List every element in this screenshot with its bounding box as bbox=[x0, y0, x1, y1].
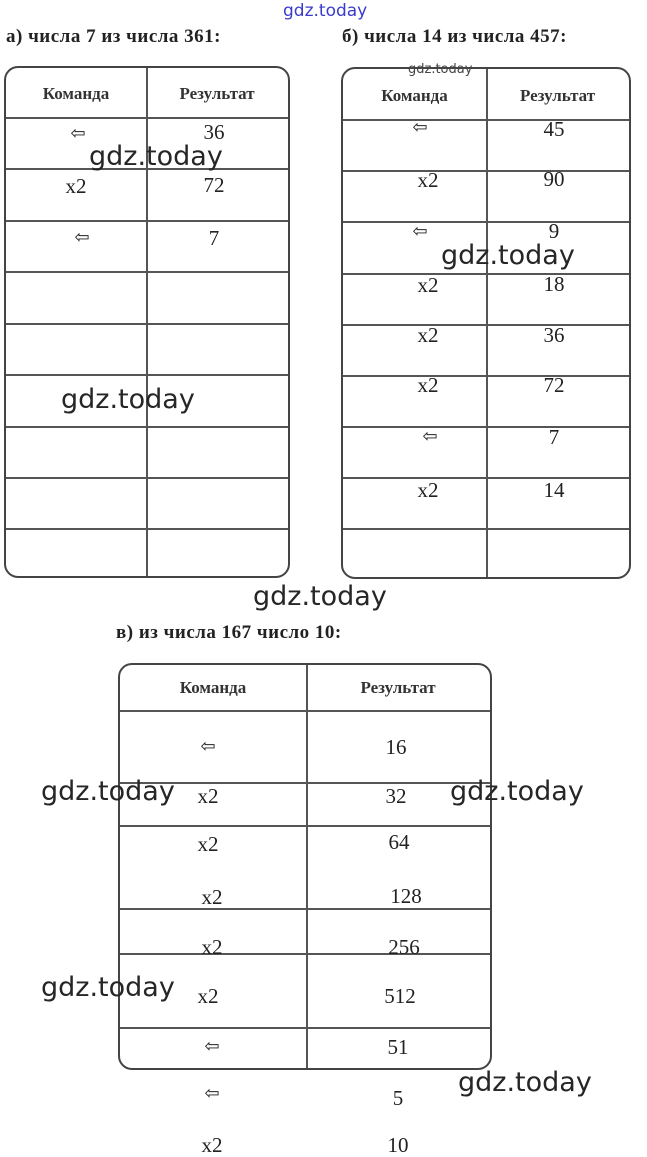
cell-c-cmd-7: ⇦ bbox=[204, 1036, 220, 1057]
cell-b-cmd-6: x2 bbox=[417, 373, 439, 397]
cell-b-cmd-8: x2 bbox=[417, 478, 439, 502]
cell-c-res-6: 512 bbox=[384, 984, 416, 1008]
header-result: Результат bbox=[519, 86, 596, 105]
cell-c-cmd-9: x2 bbox=[201, 1133, 223, 1157]
header-command: Команда bbox=[42, 84, 110, 103]
cell-c-cmd-6: x2 bbox=[197, 984, 219, 1008]
cell-b-cmd-3: ⇦ bbox=[412, 221, 428, 242]
cell-b-res-1: 45 bbox=[543, 117, 565, 141]
cell-c-res-1: 16 bbox=[385, 735, 407, 759]
watermark-top: gdz.today bbox=[283, 1, 368, 21]
cell-c-res-7: 51 bbox=[387, 1035, 409, 1059]
cell-b-res-3: 9 bbox=[548, 219, 560, 243]
cell-b-cmd-1: ⇦ bbox=[412, 117, 428, 138]
cell-a-res-1: 36 bbox=[203, 120, 225, 144]
cell-c-cmd-5: x2 bbox=[201, 935, 223, 959]
cell-b-res-7: 7 bbox=[548, 425, 560, 449]
watermark: gdz.today bbox=[89, 141, 223, 172]
cell-b-cmd-2: x2 bbox=[417, 168, 439, 192]
watermark: gdz.today bbox=[41, 776, 175, 807]
watermark-small: gdz.today bbox=[408, 62, 473, 77]
cell-c-cmd-3: x2 bbox=[197, 832, 219, 856]
cell-c-res-9: 10 bbox=[387, 1133, 409, 1157]
cell-c-res-3: 64 bbox=[388, 830, 410, 854]
caption-b: б) числа 14 из числа 457: bbox=[342, 26, 567, 47]
watermark: gdz.today bbox=[253, 581, 387, 612]
cell-c-res-2: 32 bbox=[385, 784, 407, 808]
cell-b-cmd-5: x2 bbox=[417, 323, 439, 347]
cell-b-res-4: 18 bbox=[543, 272, 565, 296]
cell-b-cmd-4: x2 bbox=[417, 273, 439, 297]
cell-c-cmd-2: x2 bbox=[197, 784, 219, 808]
cell-c-res-4: 128 bbox=[390, 884, 422, 908]
watermark: gdz.today bbox=[41, 972, 175, 1003]
watermark: gdz.today bbox=[61, 384, 195, 415]
cell-a-cmd-2: x2 bbox=[65, 174, 87, 198]
header-result: Результат bbox=[360, 678, 436, 697]
caption-c: в) из числа 167 число 10: bbox=[116, 622, 342, 643]
cell-b-res-8: 14 bbox=[543, 478, 565, 502]
cell-c-cmd-1: ⇦ bbox=[200, 736, 216, 757]
cell-b-res-6: 72 bbox=[543, 373, 565, 397]
cell-c-cmd-8: ⇦ bbox=[204, 1083, 220, 1104]
cell-c-res-5: 256 bbox=[388, 935, 420, 959]
watermark: gdz.today bbox=[458, 1067, 592, 1098]
cell-a-res-3: 7 bbox=[208, 226, 220, 250]
cell-a-res-2: 72 bbox=[203, 173, 225, 197]
cell-b-res-5: 36 bbox=[543, 323, 565, 347]
table-c bbox=[118, 663, 492, 1070]
cell-b-res-2: 90 bbox=[543, 167, 565, 191]
header-command: Команда bbox=[381, 86, 448, 105]
cell-c-res-8: 5 bbox=[392, 1086, 404, 1110]
watermark: gdz.today bbox=[450, 776, 584, 807]
cell-c-cmd-4: x2 bbox=[201, 885, 223, 909]
header-result: Результат bbox=[179, 84, 255, 103]
cell-b-cmd-7: ⇦ bbox=[422, 426, 438, 447]
header-command: Команда bbox=[179, 678, 247, 697]
caption-a: а) числа 7 из числа 361: bbox=[6, 26, 221, 47]
table-b bbox=[341, 67, 631, 579]
cell-a-cmd-1: ⇦ bbox=[70, 123, 86, 144]
cell-a-cmd-3: ⇦ bbox=[74, 227, 90, 248]
watermark: gdz.today bbox=[441, 240, 575, 271]
